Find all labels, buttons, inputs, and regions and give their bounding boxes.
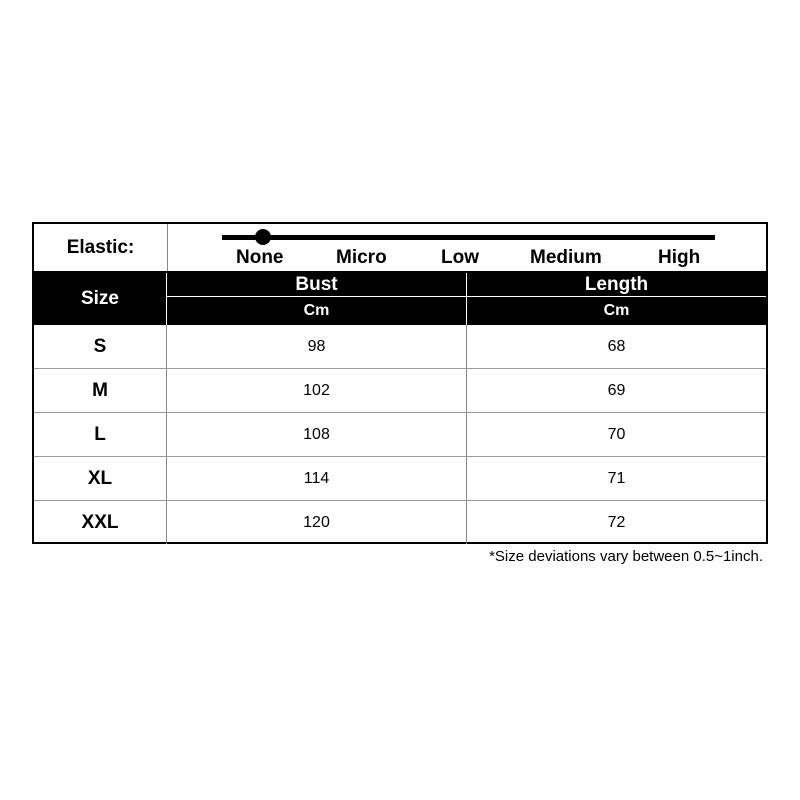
length-cell: 70: [607, 425, 626, 443]
elastic-level-none: None: [236, 247, 284, 268]
size-cell: M: [34, 369, 167, 412]
length-unit-label: Cm: [603, 302, 630, 319]
length-cell: 72: [607, 513, 626, 531]
length-header-label: Length: [467, 273, 766, 297]
table-row: [34, 501, 766, 544]
length-cell: 71: [607, 469, 626, 487]
elasticity-indicator-dot: [255, 229, 271, 245]
length-cell: 69: [607, 381, 626, 399]
elasticity-scale-line: [222, 235, 715, 240]
length-column-header: [467, 273, 766, 325]
length-cell: 68: [607, 337, 626, 355]
size-cell: L: [34, 413, 167, 456]
size-chart: [32, 222, 768, 544]
bust-cell: 102: [167, 369, 467, 412]
elastic-level-micro: Micro: [336, 247, 387, 268]
table-row: [34, 369, 766, 413]
size-cell: XXL: [34, 501, 167, 544]
elastic-row: [34, 224, 766, 273]
table-row: [34, 413, 766, 457]
elastic-level-low: Low: [441, 247, 479, 268]
size-deviation-note: *Size deviations vary between 0.5~1inch.: [489, 548, 763, 565]
table-header: [34, 273, 766, 325]
bust-header-label: Bust: [167, 273, 466, 297]
bust-cell: 98: [167, 325, 467, 368]
bust-cell: 108: [167, 413, 467, 456]
bust-cell: 120: [167, 501, 467, 544]
size-cell: S: [34, 325, 167, 368]
bust-column-header: [167, 273, 467, 325]
elastic-level-medium: Medium: [530, 247, 602, 268]
bust-cell: 114: [167, 457, 467, 500]
bust-unit-label: Cm: [303, 302, 330, 319]
table-row: [34, 325, 766, 369]
table-body: [34, 325, 766, 544]
size-cell: XL: [34, 457, 167, 500]
elastic-label: Elastic:: [34, 224, 168, 271]
size-column-header: Size: [34, 273, 167, 325]
elastic-level-high: High: [658, 247, 701, 268]
table-row: [34, 457, 766, 501]
